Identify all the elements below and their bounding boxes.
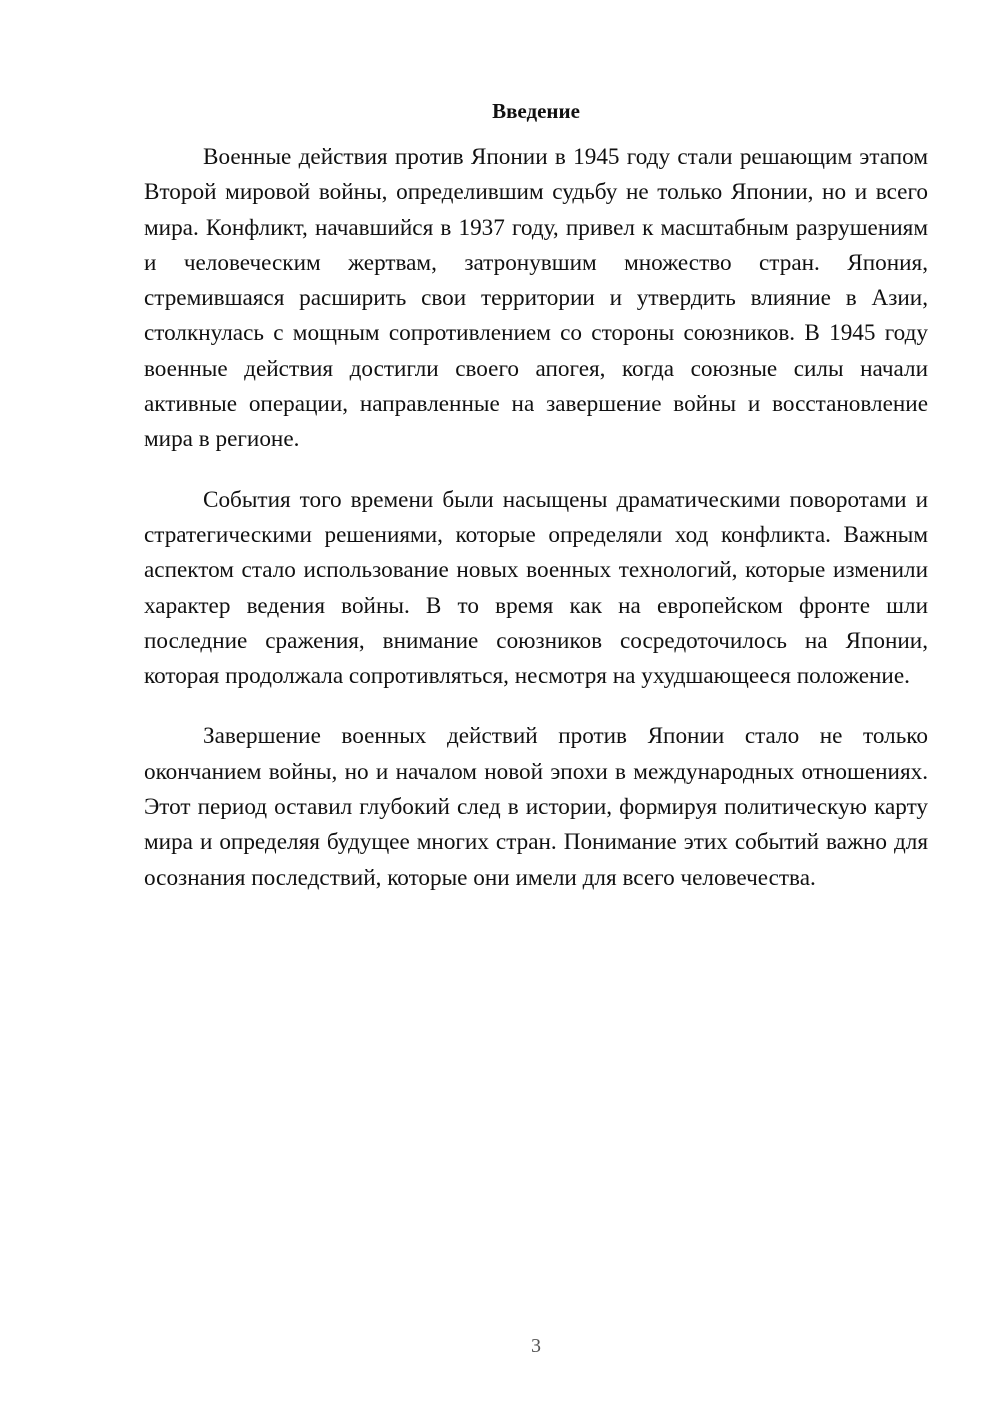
- page-content: [144, 96, 928, 921]
- paragraph-3: Завершение военных действий против Японии стало не только окончанием войны, но и началом новой эпохи в международных отношениях. Этот период оставил глубокий след в истории, формируя политическую карту мира и определяя будущее многих стран. Понимание этих событий важно для осознания последствий, которые они имели для всего человечества.: [144, 723, 928, 891]
- section-heading: Введение: [492, 99, 580, 123]
- paragraph-1: Военные действия против Японии в 1945 году стали решающим этапом Второй мировой войны, определившим судьбу не только Японии, но и всего мира. Конфликт, начавшийся в 1937 году, привел к масштабным разрушениям и человеческим жертвам, затронувшим множество стран. Япония, стремившаяся расширить свои территории и утвердить влияние в Азии, столкнулась с мощным сопротивлением со стороны союзников. В 1945 году военные действия достигли своего апогея, когда союзные силы начали активные операции, направленные на завершение войны и восстановление мира в регионе.: [144, 144, 928, 453]
- page-number: 3: [531, 1335, 541, 1357]
- paragraph-2: События того времени были насыщены драматическими поворотами и стратегическими решениями, которые определяли ход конфликта. Важным аспектом стало использование новых военных технологий, которые изменили характер ведения войны. В то время как на европейском фронте шли последние сражения, внимание союзников сосредоточилось на Японии, которая продолжала сопротивляться, несмотря на ухудшающееся положение.: [144, 486, 928, 690]
